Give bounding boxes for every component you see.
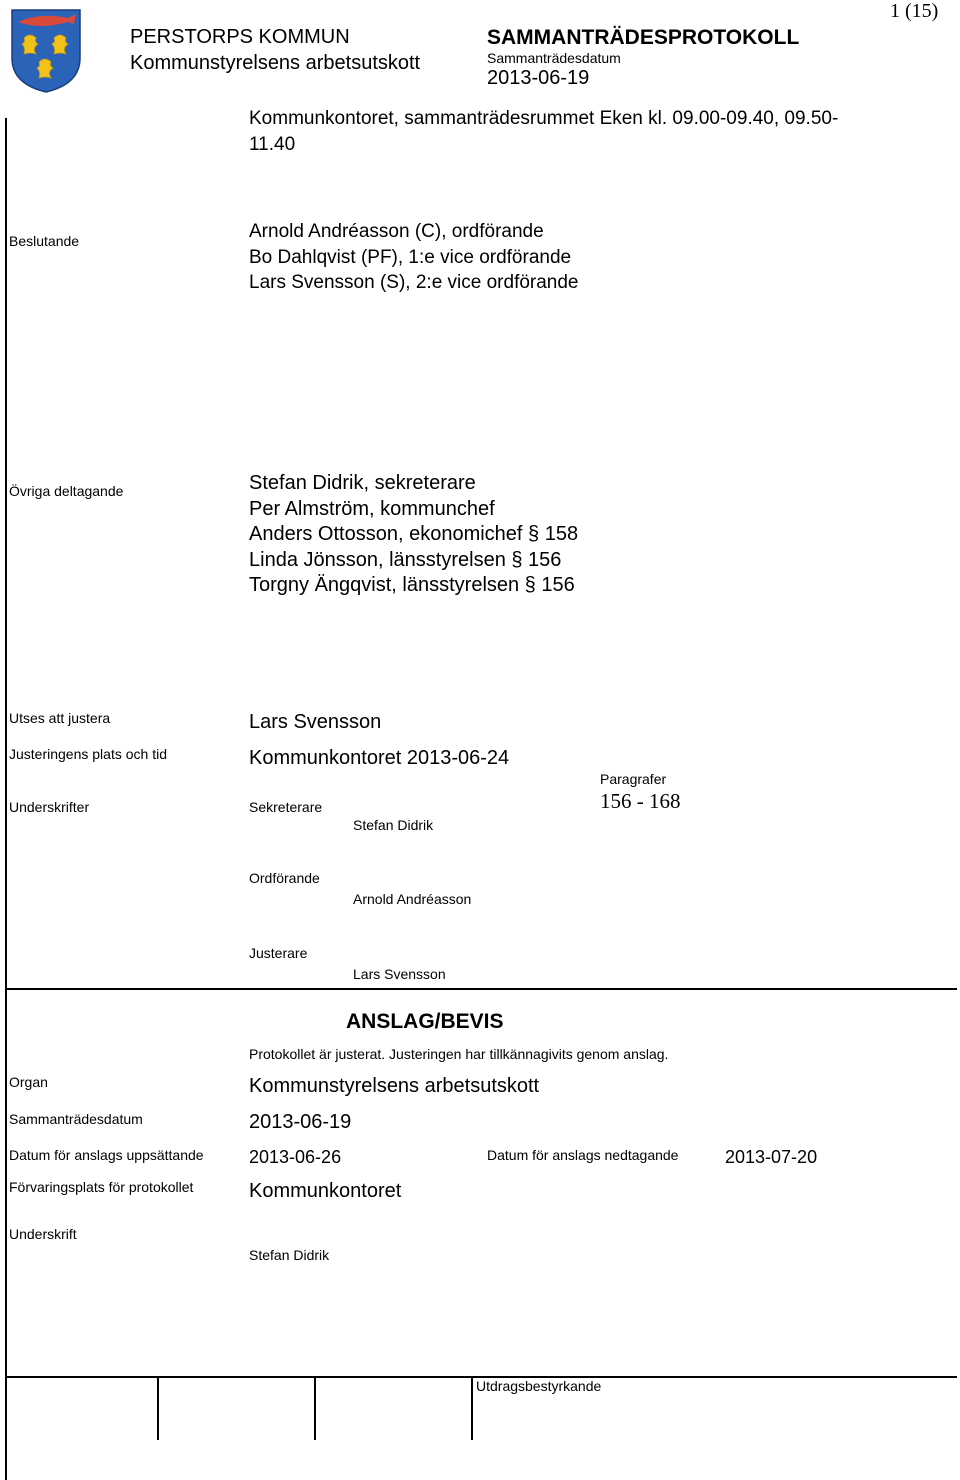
document-type: SAMMANTRÄDESPROTOKOLL (487, 26, 800, 49)
left-border (5, 118, 7, 1480)
justering-plats-value: Kommunkontoret 2013-06-24 (249, 747, 510, 769)
anslag-notice: Protokollet är justerat. Justeringen har tillkännagivits genom anslag. (249, 1046, 669, 1062)
storage-value: Kommunkontoret (249, 1180, 402, 1202)
footer-divider-3 (471, 1376, 473, 1440)
section-divider (5, 988, 957, 990)
participant: Torgny Ängqvist, länsstyrelsen § 156 (249, 574, 575, 596)
paragrafer-value: 156 - 168 (600, 789, 681, 813)
participant: Stefan Didrik, sekreterare (249, 472, 476, 494)
ovriga-list (249, 471, 578, 599)
beslutande-member: Bo Dahlqvist (PF), 1:e vice ordförande (249, 246, 572, 268)
extract-certification-label: Utdragsbestyrkande (476, 1378, 602, 1394)
removed-date-label: Datum för anslags nedtagande (487, 1147, 679, 1163)
beslutande-member: Lars Svensson (S), 2:e vice ordförande (249, 272, 579, 293)
sekreterare-label: Sekreterare (249, 799, 323, 815)
footer-divider-1 (157, 1376, 159, 1440)
anslag-date-label: Sammanträdesdatum (9, 1111, 143, 1127)
beslutande-member: Arnold Andréasson (C), ordförande (249, 221, 544, 242)
signature-name: Stefan Didrik (249, 1247, 330, 1263)
posted-date-label: Datum för anslags uppsättande (9, 1147, 204, 1163)
page-number: 1 (15) (890, 0, 939, 22)
participant: Per Almström, kommunchef (249, 497, 495, 520)
justerare-name: Lars Svensson (353, 966, 446, 982)
paragrafer-label: Paragrafer (600, 771, 667, 787)
beslutande-label: Beslutande (9, 233, 80, 249)
anslag-title: ANSLAG/BEVIS (346, 1010, 504, 1033)
meeting-place-time-line2: 11.40 (249, 134, 296, 155)
beslutande-list (249, 219, 579, 296)
committee-name: Kommunstyrelsens arbetsutskott (130, 52, 421, 74)
coat-of-arms (10, 8, 82, 94)
sekreterare-name: Stefan Didrik (353, 817, 434, 833)
footer-divider-2 (314, 1376, 316, 1440)
justering-plats-label: Justeringens plats och tid (9, 746, 167, 762)
underskrifter-label: Underskrifter (9, 799, 90, 815)
utses-value: Lars Svensson (249, 711, 382, 733)
utses-label: Utses att justera (9, 710, 111, 726)
municipality-name: PERSTORPS KOMMUN (130, 26, 350, 48)
ordforande-name: Arnold Andréasson (353, 891, 472, 907)
meeting-place-time-line1: Kommunkontoret, sammanträdesrummet Eken kl. 09.00-09.40, 09.50- (249, 108, 839, 129)
organ-value: Kommunstyrelsens arbetsutskott (249, 1075, 540, 1097)
participant: Anders Ottosson, ekonomichef § 158 (249, 523, 579, 545)
justerare-label: Justerare (249, 945, 308, 961)
organ-label: Organ (9, 1074, 48, 1090)
signature-label: Underskrift (9, 1226, 77, 1242)
ordforande-label: Ordförande (249, 870, 320, 886)
ovriga-label: Övriga deltagande (9, 483, 124, 499)
meeting-date: 2013-06-19 (487, 67, 590, 89)
storage-label: Förvaringsplats för protokollet (9, 1179, 194, 1195)
participant: Linda Jönsson, länsstyrelsen § 156 (249, 548, 562, 571)
posted-date-value: 2013-06-26 (249, 1147, 342, 1167)
removed-date-value: 2013-07-20 (725, 1147, 818, 1167)
meeting-date-label: Sammanträdesdatum (487, 50, 621, 66)
anslag-date-value: 2013-06-19 (249, 1111, 352, 1133)
